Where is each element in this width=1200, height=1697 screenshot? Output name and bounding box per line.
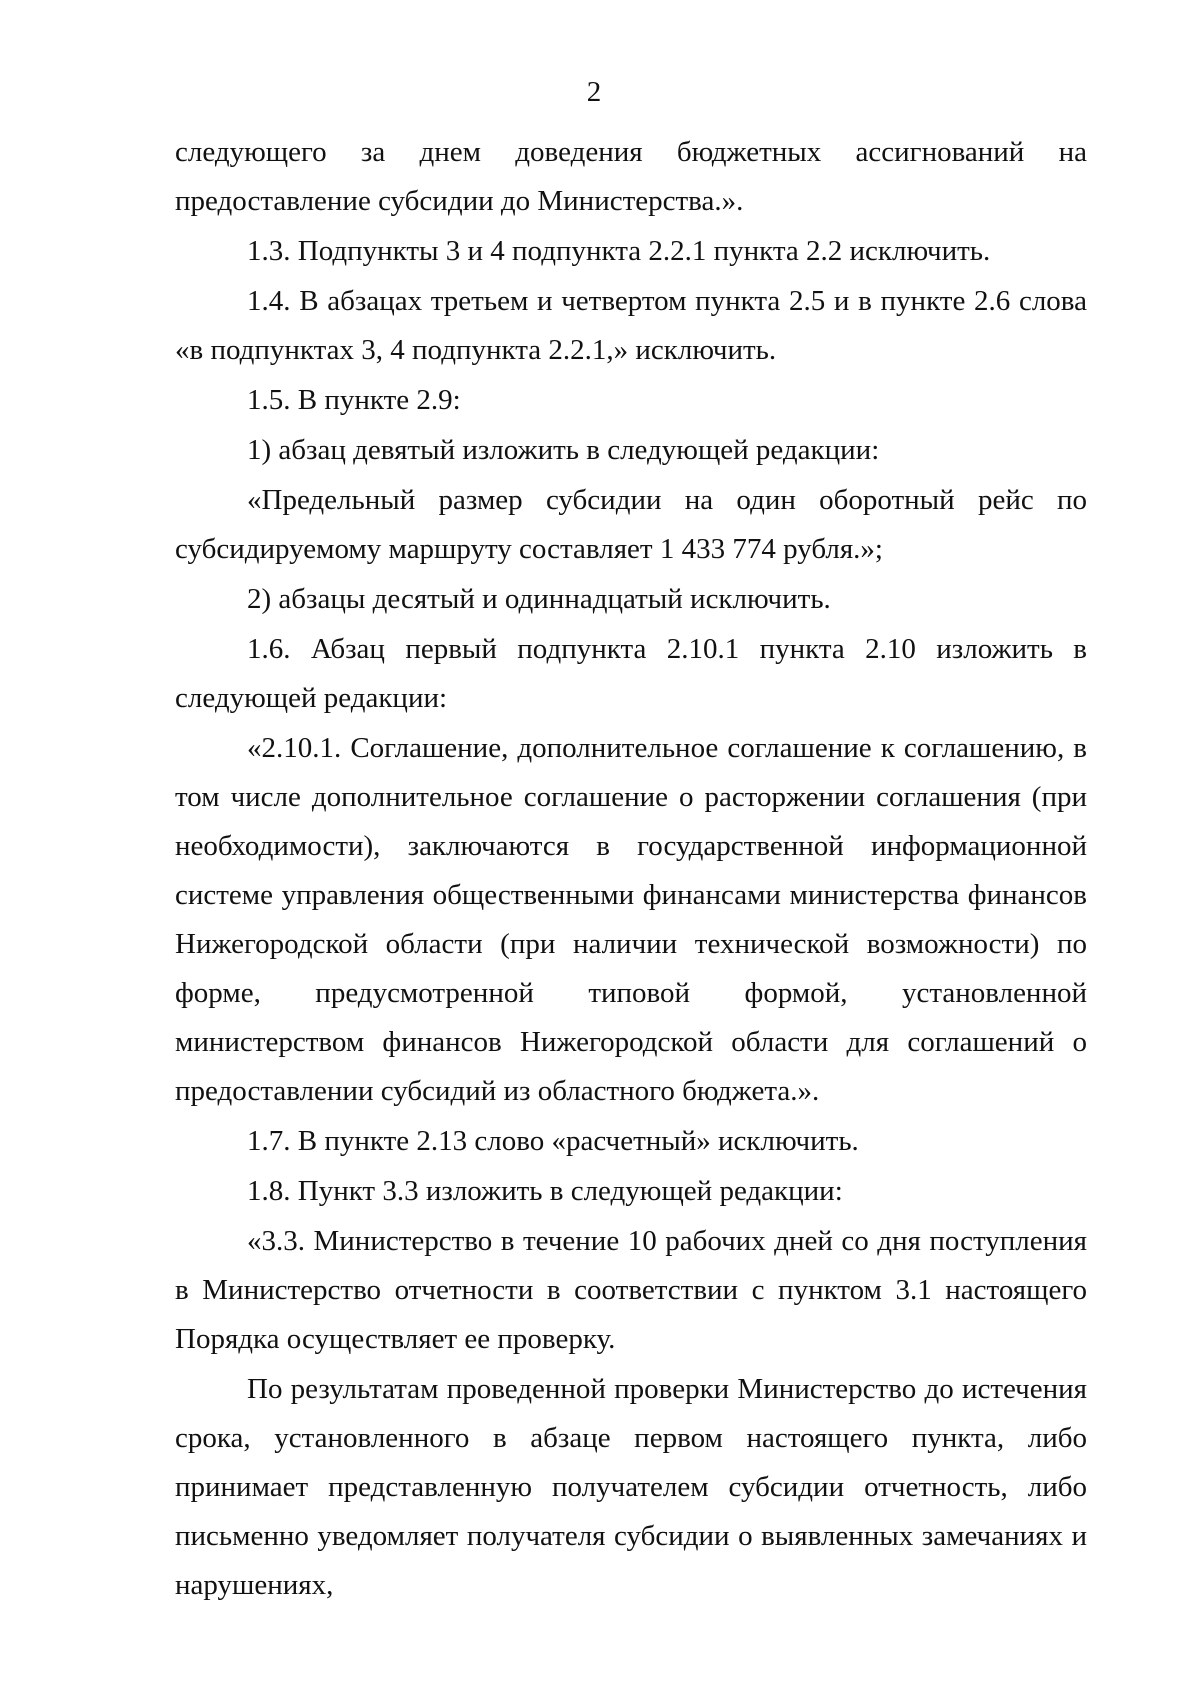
document-body [175,128,1087,1610]
paragraph-item-1-6: 1.6. Абзац первый подпункта 2.10.1 пункта 2.10 изложить в следующей редакции: [175,633,1087,714]
paragraph-quote-2-10-1: «2.10.1. Соглашение, дополнительное соглашение к соглашению, в том числе дополнительное соглашение о расторжении соглашения (при необходимости), заключаются в государственной информационной системе управления общественными финансами министерства финансов Нижегородской области (при наличии технической возможности) по форме, предусмотренной типовой формой, установленной министерством финансов Нижегородской области для соглашений о предоставлении субсидий из областного бюджета.». [175,732,1087,1107]
paragraph-item-1-8: 1.8. Пункт 3.3 изложить в следующей редакции: [247,1175,843,1207]
paragraph-item-1-7: 1.7. В пункте 2.13 слово «расчетный» исключить. [247,1125,859,1157]
paragraph-quote-3-3: «3.3. Министерство в течение 10 рабочих дней со дня поступления в Министерство отчетности в соответствии с пунктом 3.1 настоящего Порядка осуществляет ее проверку. [175,1225,1087,1355]
paragraph-item-1-5: 1.5. В пункте 2.9: [247,384,461,416]
paragraph-results: По результатам проведенной проверки Министерство до истечения срока, установленного в абзаце первом настоящего пункта, либо принимает представленную получателем субсидии отчетность, либо письменно уведомляет получателя субсидии о выявленных замечаниях и нарушениях, [175,1373,1087,1601]
paragraph-subitem-1: 1) абзац девятый изложить в следующей редакции: [247,434,880,466]
paragraph-quote-subsidy-limit: «Предельный размер субсидии на один оборотный рейс по субсидируемому маршруту составляет 1 433 774 рубля.»; [175,484,1087,565]
paragraph-item-1-3: 1.3. Подпункты 3 и 4 подпункта 2.2.1 пункта 2.2 исключить. [247,235,991,267]
paragraph-item-1-4: 1.4. В абзацах третьем и четвертом пункта 2.5 и в пункте 2.6 слова «в подпунктах 3, 4 подпункта 2.2.1,» исключить. [175,285,1087,366]
page-number: 2 [586,76,602,108]
paragraph-continuation: следующего за днем доведения бюджетных ассигнований на предоставление субсидии до Министерства.». [175,136,1087,217]
paragraph-subitem-2: 2) абзацы десятый и одиннадцатый исключить. [247,583,831,615]
